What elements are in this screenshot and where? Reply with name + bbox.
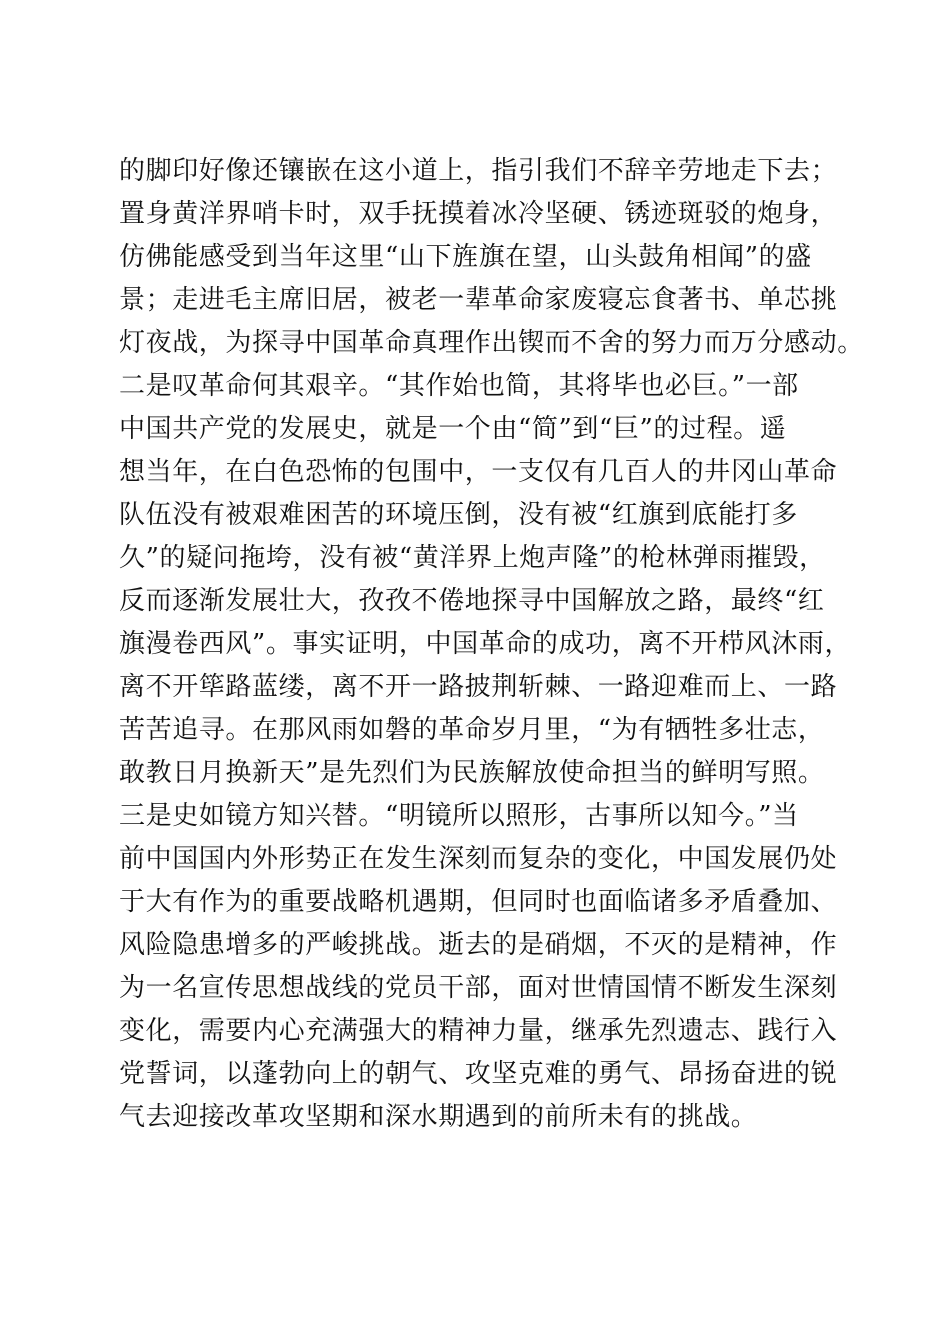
text-line: 风险隐患增多的严峻挑战。逝去的是硝烟，不灭的是精神，作 bbox=[119, 930, 838, 960]
text-line: 苦苦追寻。在那风雨如磐的革命岁月里，“为有牺牲多壮志， bbox=[119, 715, 825, 745]
text-line: 久”的疑问拖垮，没有被“黄洋界上炮声隆”的枪林弹雨摧毁， bbox=[119, 543, 826, 573]
text-line: 敢教日月换新天”是先烈们为民族解放使命担当的鲜明写照。 bbox=[119, 758, 825, 788]
text-line: 旗漫卷西风”。事实证明，中国革命的成功，离不开栉风沐雨， bbox=[119, 629, 852, 659]
text-line: 为一名宣传思想战线的党员干部，面对世情国情不断发生深刻 bbox=[119, 973, 838, 1003]
text-line: 仿佛能感受到当年这里“山下旌旗在望，山头鼓角相闻”的盛 bbox=[119, 242, 812, 272]
text-line: 二是叹革命何其艰辛。“其作始也简，其将毕也必巨。”一部 bbox=[119, 371, 799, 401]
text-line: 队伍没有被艰难困苦的环境压倒，没有被“红旗到底能打多 bbox=[119, 500, 798, 530]
text-line: 想当年，在白色恐怖的包围中，一支仅有几百人的井冈山革命 bbox=[119, 457, 838, 487]
text-line: 党誓词，以蓬勃向上的朝气、攻坚克难的勇气、昂扬奋进的锐 bbox=[119, 1059, 838, 1089]
text-line: 反而逐渐发展壮大，孜孜不倦地探寻中国解放之路，最终“红 bbox=[119, 586, 825, 616]
text-line: 中国共产党的发展史，就是一个由“简”到“巨”的过程。遥 bbox=[119, 414, 787, 444]
text-line: 的脚印好像还镶嵌在这小道上，指引我们不辞辛劳地走下去； bbox=[119, 156, 838, 186]
text-line: 前中国国内外形势正在发生深刻而复杂的变化，中国发展仍处 bbox=[119, 844, 838, 874]
text-line: 于大有作为的重要战略机遇期，但同时也面临诸多矛盾叠加、 bbox=[119, 887, 838, 917]
text-line: 气去迎接改革攻坚期和深水期遇到的前所未有的挑战。 bbox=[119, 1102, 758, 1132]
text-line: 离不开筚路蓝缕，离不开一路披荆斩棘、一路迎难而上、一路 bbox=[119, 672, 838, 702]
text-line: 变化，需要内心充满强大的精神力量，继承先烈遗志、践行入 bbox=[119, 1016, 838, 1046]
text-line: 景；走进毛主席旧居，被老一辈革命家废寝忘食著书、单芯挑 bbox=[119, 285, 838, 315]
body-text bbox=[119, 150, 864, 1139]
text-line: 三是史如镜方知兴替。“明镜所以照形，古事所以知今。”当 bbox=[119, 801, 799, 831]
text-line: 置身黄洋界哨卡时，双手抚摸着冰冷坚硬、锈迹斑驳的炮身， bbox=[119, 199, 838, 229]
text-line: 灯夜战，为探寻中国革命真理作出锲而不舍的努力而万分感动。 bbox=[119, 328, 864, 358]
